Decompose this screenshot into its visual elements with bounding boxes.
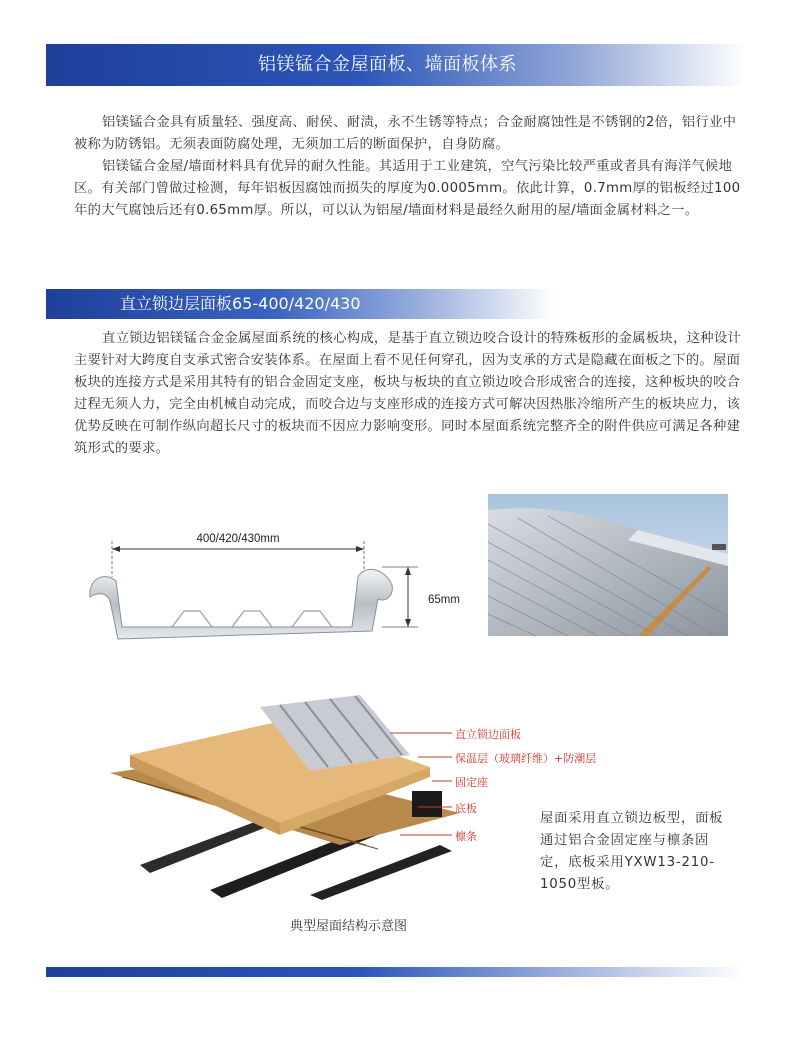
section-banner	[46, 289, 556, 319]
panel-profile-diagram	[82, 515, 462, 640]
structure-note: 屋面采用直立锁边板型，面板通过铝合金固定座与檩条固定，底板采用YXW13-210-1050型板。	[540, 811, 724, 892]
callout-bottom-deck: 底板	[455, 802, 477, 815]
callout-purlin: 檩条	[455, 830, 477, 843]
roof-photo	[488, 494, 728, 636]
diagram-caption: 典型屋面结构示意图	[290, 919, 408, 934]
width-label: 400/420/430mm	[196, 533, 280, 545]
roof-structure-diagram	[100, 695, 600, 900]
page-title: 铝镁锰合金屋面板、墙面板体系	[258, 54, 517, 75]
header-banner	[46, 44, 746, 86]
footer-bar	[46, 967, 746, 977]
panel-profile-shape	[90, 569, 392, 639]
callout-standing-seam-panel: 直立锁边面板	[455, 728, 521, 741]
callout-insulation-layer: 保温层（玻璃纤维）+防潮层	[455, 752, 597, 765]
section-paragraph: 直立锁边铝镁锰合金金属屋面系统的核心构成，是基于直立锁边咬合设计的特殊板形的金属板块，这种设计主要针对大跨度自支承式密合安装体系。在屋面上看不见任何穿孔，因为支承的方式是隐藏在面板之下的。屋面板块的连接方式是采用其特有的铝合金固定支座，板块与板块的直立锁边咬合形成密合的连接，这种板块的咬合过程无须人力，完全由机械自动完成，而咬合边与支座形成的连接方式可解决因热胀冷缩所产生的板块应力，该优势反映在可制作纵向超长尺寸的板块而不因应力影响变形。同时本屋面系统完整齐全的附件供应可满足各种建筑形式的要求。	[74, 331, 742, 456]
height-label: 65mm	[428, 594, 460, 606]
callout-fixing-clip: 固定座	[455, 776, 488, 789]
intro-paragraph-2: 铝镁锰合金屋/墙面材料具有优异的耐久性能。其适用于工业建筑，空气污染比较严重或者具有海洋气候地区。有关部门曾做过检测，每年铝板因腐蚀而损失的厚度为0.0005mm。依此计算，0.7mm厚的铝板经过100年的大气腐蚀后还有0.65mm厚。所以，可以认为铝屋/墙面材料是最经久耐用的屋/墙面金属材料之一。	[74, 159, 741, 218]
section-title: 直立锁边层面板65-400/420/430	[120, 294, 361, 313]
intro-paragraph-1: 铝镁锰合金具有质量轻、强度高、耐侯、耐渍，永不生锈等特点；合金耐腐蚀性是不锈钢的2倍，铝行业中被称为防锈铝。无须表面防腐处理，无须加工后的断面保护，自身防腐。	[74, 115, 737, 152]
fixing-clip	[412, 791, 442, 817]
